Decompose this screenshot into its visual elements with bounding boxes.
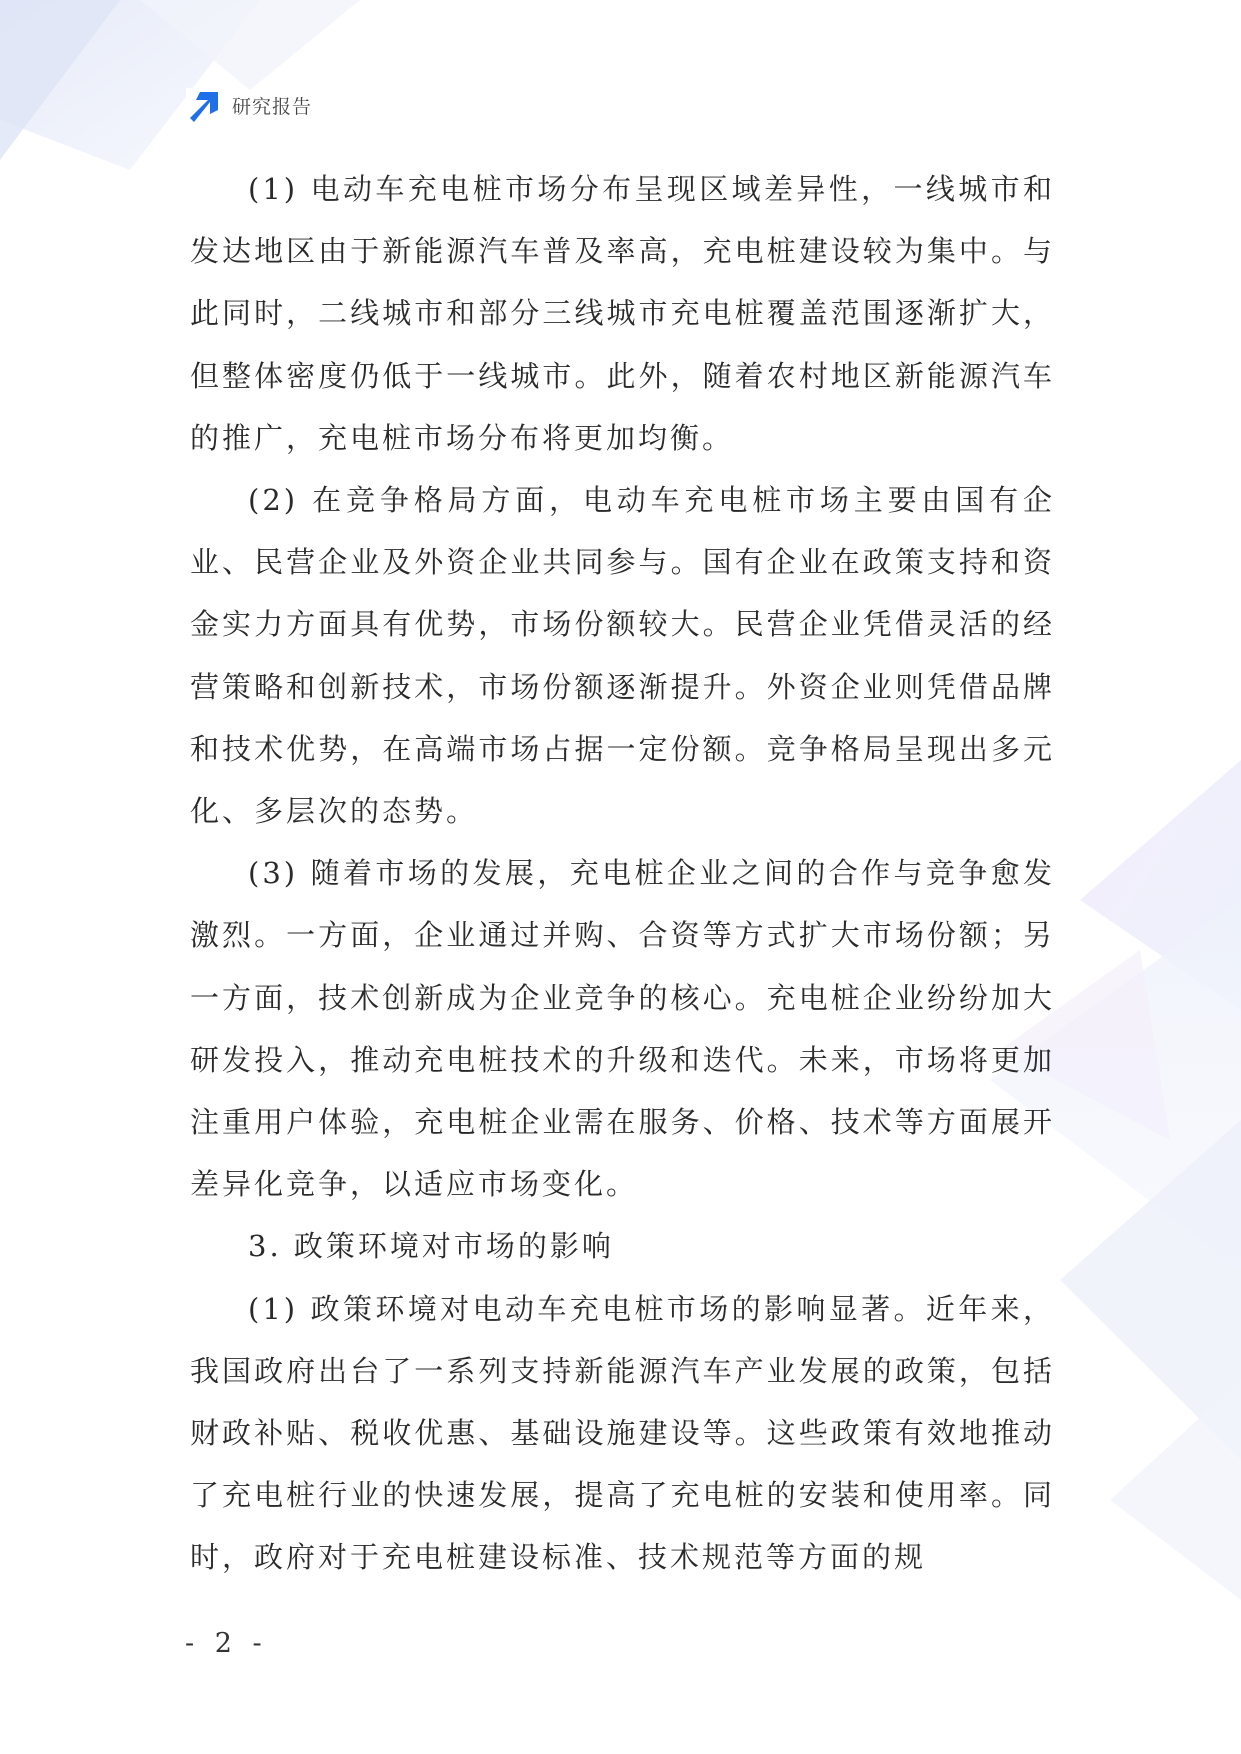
- paragraph-regional-distribution: (1) 电动车充电桩市场分布呈现区域差异性，一线城市和发达地区由于新能源汽车普及率高，充电桩建设较为集中。与此同时，二线城市和部分三线城市充电桩覆盖范围逐渐扩大，但整体密度仍低于一线城市。此外，随着农村地区新能源汽车的推广，充电桩市场分布将更加均衡。: [190, 172, 1055, 455]
- paragraph-cooperation-competition: (3) 随着市场的发展，充电桩企业之间的合作与竞争愈发激烈。一方面，企业通过并购、合资等方式扩大市场份额；另一方面，技术创新成为企业竞争的核心。充电桩企业纷纷加大研发投入，推动充电桩技术的升级和迭代。未来，市场将更加注重用户体验，充电桩企业需在服务、价格、技术等方面展开差异化竞争，以适应市场变化。: [190, 856, 1055, 1202]
- arrow-up-right-icon: [186, 88, 220, 122]
- document-body: [190, 158, 1055, 1589]
- report-header-title: 研究报告: [232, 95, 313, 118]
- paragraph-policy-impact: (1) 政策环境对电动车充电桩市场的影响显著。近年来，我国政府出台了一系列支持新能源汽车产业发展的政策，包括财政补贴、税收优惠、基础设施建设等。这些政策有效地推动了充电桩行业的快速发展，提高了充电桩的安装和使用率。同时，政府对于充电桩建设标准、技术规范等方面的规: [190, 1291, 1055, 1575]
- section-heading-policy: 3. 政策环境对市场的影响: [248, 1229, 614, 1264]
- page-number: - 2 -: [185, 1628, 268, 1659]
- report-header: [186, 88, 312, 122]
- paragraph-competitive-landscape: (2) 在竞争格局方面，电动车充电桩市场主要由国有企业、民营企业及外资企业共同参与。国有企业在政策支持和资金实力方面具有优势，市场份额较大。民营企业凭借灵活的经营策略和创新技术，市场份额逐渐提升。外资企业则凭借品牌和技术优势，在高端市场占据一定份额。竞争格局呈现出多元化、多层次的态势。: [190, 483, 1055, 829]
